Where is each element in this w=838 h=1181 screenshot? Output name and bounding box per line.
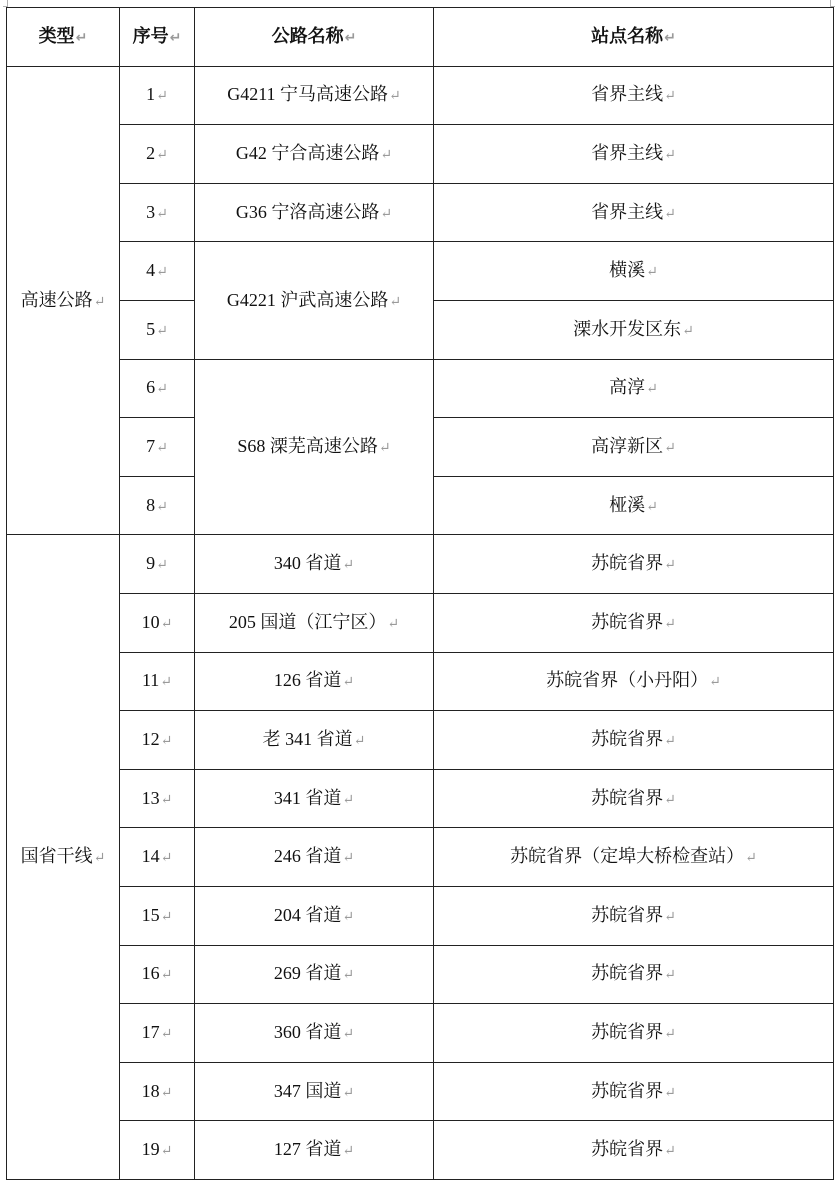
table-body [7, 66, 834, 1179]
type-cell: 高速公路↵ [7, 66, 120, 535]
station-name-cell: 省界主线↵ [434, 183, 834, 242]
header-road-name: 公路名称↵ [195, 8, 434, 67]
type-cell: 国省干线↵ [7, 535, 120, 1180]
station-name-cell: 高淳↵ [434, 359, 834, 418]
header-station-name: 站点名称↵ [434, 8, 834, 67]
number-cell: 11↵ [120, 652, 195, 711]
table-row [7, 593, 834, 652]
road-name-cell: 老 341 省道↵ [195, 711, 434, 770]
road-name-cell: 340 省道↵ [195, 535, 434, 594]
number-cell: 4↵ [120, 242, 195, 301]
road-name-cell: G42 宁合高速公路↵ [195, 125, 434, 184]
table-row [7, 125, 834, 184]
station-name-cell: 苏皖省界↵ [434, 535, 834, 594]
road-name-cell: 269 省道↵ [195, 945, 434, 1004]
number-cell: 15↵ [120, 886, 195, 945]
station-name-cell: 苏皖省界（小丹阳）↵ [434, 652, 834, 711]
station-name-cell: 苏皖省界↵ [434, 945, 834, 1004]
number-cell: 5↵ [120, 300, 195, 359]
header-number: 序号↵ [120, 8, 195, 67]
table-row [7, 183, 834, 242]
number-cell: 12↵ [120, 711, 195, 770]
station-name-cell: 省界主线↵ [434, 66, 834, 125]
table-row [7, 1062, 834, 1121]
station-name-cell: 桠溪↵ [434, 476, 834, 535]
table-row [7, 535, 834, 594]
road-name-cell: 205 国道（江宁区）↵ [195, 593, 434, 652]
table-row [7, 66, 834, 125]
road-name-cell: 246 省道↵ [195, 828, 434, 887]
road-name-cell: 204 省道↵ [195, 886, 434, 945]
table-row [7, 711, 834, 770]
table-row [7, 886, 834, 945]
road-name-cell: S68 溧芜高速公路↵ [195, 359, 434, 535]
table-row [7, 828, 834, 887]
table-row [7, 652, 834, 711]
number-cell: 17↵ [120, 1004, 195, 1063]
station-table [6, 7, 834, 1180]
road-name-cell: 347 国道↵ [195, 1062, 434, 1121]
number-cell: 16↵ [120, 945, 195, 1004]
station-name-cell: 高淳新区↵ [434, 418, 834, 477]
number-cell: 10↵ [120, 593, 195, 652]
station-name-cell: 溧水开发区东↵ [434, 300, 834, 359]
station-name-cell: 苏皖省界↵ [434, 886, 834, 945]
station-name-cell: 苏皖省界↵ [434, 1062, 834, 1121]
table-row [7, 242, 834, 301]
station-name-cell: 苏皖省界↵ [434, 1121, 834, 1180]
number-cell: 1↵ [120, 66, 195, 125]
table-row [7, 769, 834, 828]
road-name-cell: 126 省道↵ [195, 652, 434, 711]
station-name-cell: 省界主线↵ [434, 125, 834, 184]
header-type: 类型↵ [7, 8, 120, 67]
number-cell: 2↵ [120, 125, 195, 184]
table-row [7, 945, 834, 1004]
number-cell: 3↵ [120, 183, 195, 242]
table-row [7, 1121, 834, 1180]
number-cell: 7↵ [120, 418, 195, 477]
table-row [7, 359, 834, 418]
road-name-cell: G4221 沪武高速公路↵ [195, 242, 434, 359]
page-corner-mark [3, 0, 8, 7]
road-name-cell: G4211 宁马高速公路↵ [195, 66, 434, 125]
number-cell: 14↵ [120, 828, 195, 887]
number-cell: 6↵ [120, 359, 195, 418]
station-name-cell: 苏皖省界↵ [434, 769, 834, 828]
page-corner-mark [830, 0, 835, 7]
station-name-cell: 苏皖省界↵ [434, 593, 834, 652]
road-name-cell: 360 省道↵ [195, 1004, 434, 1063]
number-cell: 9↵ [120, 535, 195, 594]
station-name-cell: 横溪↵ [434, 242, 834, 301]
number-cell: 13↵ [120, 769, 195, 828]
station-name-cell: 苏皖省界↵ [434, 1004, 834, 1063]
number-cell: 8↵ [120, 476, 195, 535]
road-name-cell: 341 省道↵ [195, 769, 434, 828]
number-cell: 19↵ [120, 1121, 195, 1180]
station-name-cell: 苏皖省界（定埠大桥检查站）↵ [434, 828, 834, 887]
road-name-cell: 127 省道↵ [195, 1121, 434, 1180]
table-row [7, 1004, 834, 1063]
road-name-cell: G36 宁洛高速公路↵ [195, 183, 434, 242]
table-header-row [7, 8, 834, 67]
station-name-cell: 苏皖省界↵ [434, 711, 834, 770]
number-cell: 18↵ [120, 1062, 195, 1121]
